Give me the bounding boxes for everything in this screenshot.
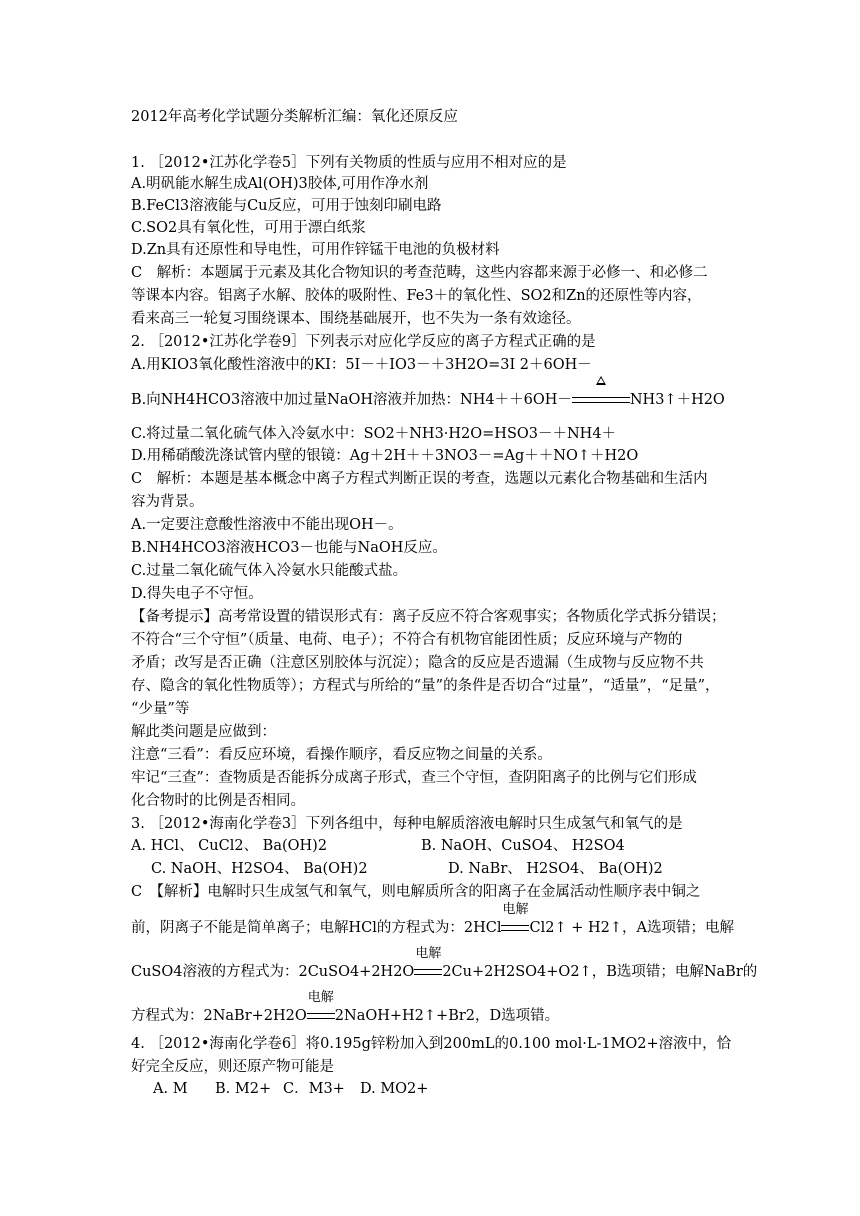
q2-analysis-line: D.得失电子不守恒。 — [131, 586, 263, 602]
q3-option-b: B. NaOH、CuSO4、 H2SO4 — [421, 838, 625, 854]
q4-stem: 好完全反应，则还原产物可能是 — [131, 1059, 334, 1075]
q2-analysis-line: 容为背景。 — [131, 494, 204, 510]
electrolysis-condition-arrow: 电解 — [414, 962, 442, 982]
q4-option-a: A. M — [153, 1081, 188, 1097]
exam-tips-line: 牢记“三查”：查物质是否能拆分成离子形式，查三个守恒，查阴阳离子的比例与它们形成 — [131, 770, 697, 786]
exam-tips-line: 注意“三看”：看反应环境，看操作顺序，看反应物之间量的关系。 — [131, 747, 552, 763]
heating-condition-arrow — [572, 390, 630, 410]
q4-option-d: D. MO2+ — [360, 1081, 429, 1097]
exam-tips-line: 【备考提示】高考常设置的错误形式有：离子反应不符合客观事实；各物质化学式拆分错误； — [131, 609, 726, 625]
q2-stem: 2. ［2012•江苏化学卷9］下列表示对应化学反应的离子方程式正确的是 — [131, 334, 596, 350]
q2-option-b: B.向NH4HCO3溶液中加过量NaOH溶液并加热：NH4＋＋6OH－ NH3↑＋H2O — [131, 390, 725, 410]
q1-stem: 1. ［2012•江苏化学卷5］下列有关物质的性质与应用不相对应的是 — [131, 155, 567, 171]
q1-option-a: A.明矾能水解生成Al(OH)3胶体,可用作净水剂 — [131, 176, 429, 192]
q1-option-d: D.Zn具有还原性和导电性，可用作锌锰干电池的负极材料 — [131, 242, 500, 258]
q3-option-a: A. HCl、 CuCl2、 Ba(OH)2 — [131, 838, 328, 854]
q1-option-c: C.SO2具有氧化性，可用于漂白纸浆 — [131, 220, 366, 236]
q3-analysis-line: 前，阴离子不能是简单离子；电解HCl的方程式为：2HCl 电解 Cl2↑ + H2↑，A选项错；电解 — [131, 902, 734, 936]
q1-analysis-line: 等课本内容。铝离子水解、胶体的吸附性、Fe3＋的氧化性、SO2和Zn的还原性等内容， — [131, 288, 702, 304]
q4-option-b: B. M2+ — [215, 1081, 272, 1097]
q1-analysis-line: C 解析：本题属于元素及其化合物知识的考查范畴，这些内容都来源于必修一、和必修二 — [131, 265, 708, 281]
q1-option-b: B.FeCl3溶液能与Cu反应，可用于蚀刻印刷电路 — [131, 198, 442, 214]
q2-analysis-line: B.NH4HCO3溶液HCO3－也能与NaOH反应。 — [131, 540, 447, 556]
exam-tips-line: 化合物时的比例是否相同。 — [131, 793, 305, 809]
q4-stem: 4. ［2012•海南化学卷6］将0.195g锌粉加入到200mL的0.100 mol·L-1MO2+溶液中，恰 — [131, 1036, 732, 1052]
q3-analysis-line: C 【解析】电解时只生成氢气和氧气，则电解质所含的阳离子在金属活动性顺序表中铜之 — [131, 884, 701, 900]
exam-tips-line: 解此类问题是应做到： — [131, 724, 276, 740]
q3-analysis-line: CuSO4溶液的方程式为：2CuSO4+2H2O 电解 2Cu+2H2SO4+O2↑，B选项错；电解NaBr的 — [131, 946, 758, 980]
q3-option-d: D. NaBr、 H2SO4、 Ba(OH)2 — [448, 861, 663, 877]
q2-option-c: C.将过量二氧化硫气体入冷氨水中：SO2＋NH3·H2O=HSO3－＋NH4＋ — [131, 426, 617, 442]
exam-tips-line: 矛盾；改写是否正确（注意区别胶体与沉淀）；隐含的反应是否遗漏（生成物与反应物不共 — [131, 655, 704, 671]
q4-option-c: C．M3+ — [283, 1081, 345, 1097]
exam-tips-line: 不符合“三个守恒”（质量、电荷、电子）；不符合有机物官能团性质；反应环境与产物的 — [131, 632, 683, 648]
q2-analysis-line: C 解析：本题是基本概念中离子方程式判断正误的考查，选题以元素化合物基础和生活内 — [131, 471, 708, 487]
document-title: 2012年高考化学试题分类解析汇编：氧化还原反应 — [131, 109, 458, 125]
q3-analysis-line: 方程式为：2NaBr+2H2O 电解 2NaOH+H2↑+Br2，D选项错。 — [131, 990, 560, 1024]
electrolysis-condition-arrow: 电解 — [307, 1006, 335, 1026]
q3-stem: 3. ［2012•海南化学卷3］下列各组中，每种电解质溶液电解时只生成氢气和氧气的是 — [131, 816, 683, 832]
heat-triangle-icon — [596, 376, 606, 385]
exam-tips-line: “少量”等 — [131, 701, 190, 717]
exam-tips-line: 存、隐含的氧化性物质等）；方程式与所给的“量”的条件是否切合“过量”，“适量”，“足量”， — [131, 678, 720, 694]
q2-analysis-line: A.一定要注意酸性溶液中不能出现OH－。 — [131, 517, 403, 533]
q2-analysis-line: C.过量二氧化硫气体入冷氨水只能酸式盐。 — [131, 563, 408, 579]
q2-option-a: A.用KIO3氧化酸性溶液中的KI：5I－＋IO3－＋3H2O=3I 2＋6OH－ — [131, 357, 592, 373]
q2-option-d: D.用稀硝酸洗涤试管内壁的银镜：Ag＋2H＋＋3NO3－=Ag＋＋NO↑＋H2O — [131, 448, 639, 464]
q3-option-c: C. NaOH、H2SO4、 Ba(OH)2 — [151, 861, 368, 877]
electrolysis-condition-arrow: 电解 — [501, 918, 529, 938]
q1-analysis-line: 看来高三一轮复习围绕课本、围绕基础展开，也不失为一条有效途径。 — [131, 311, 581, 327]
